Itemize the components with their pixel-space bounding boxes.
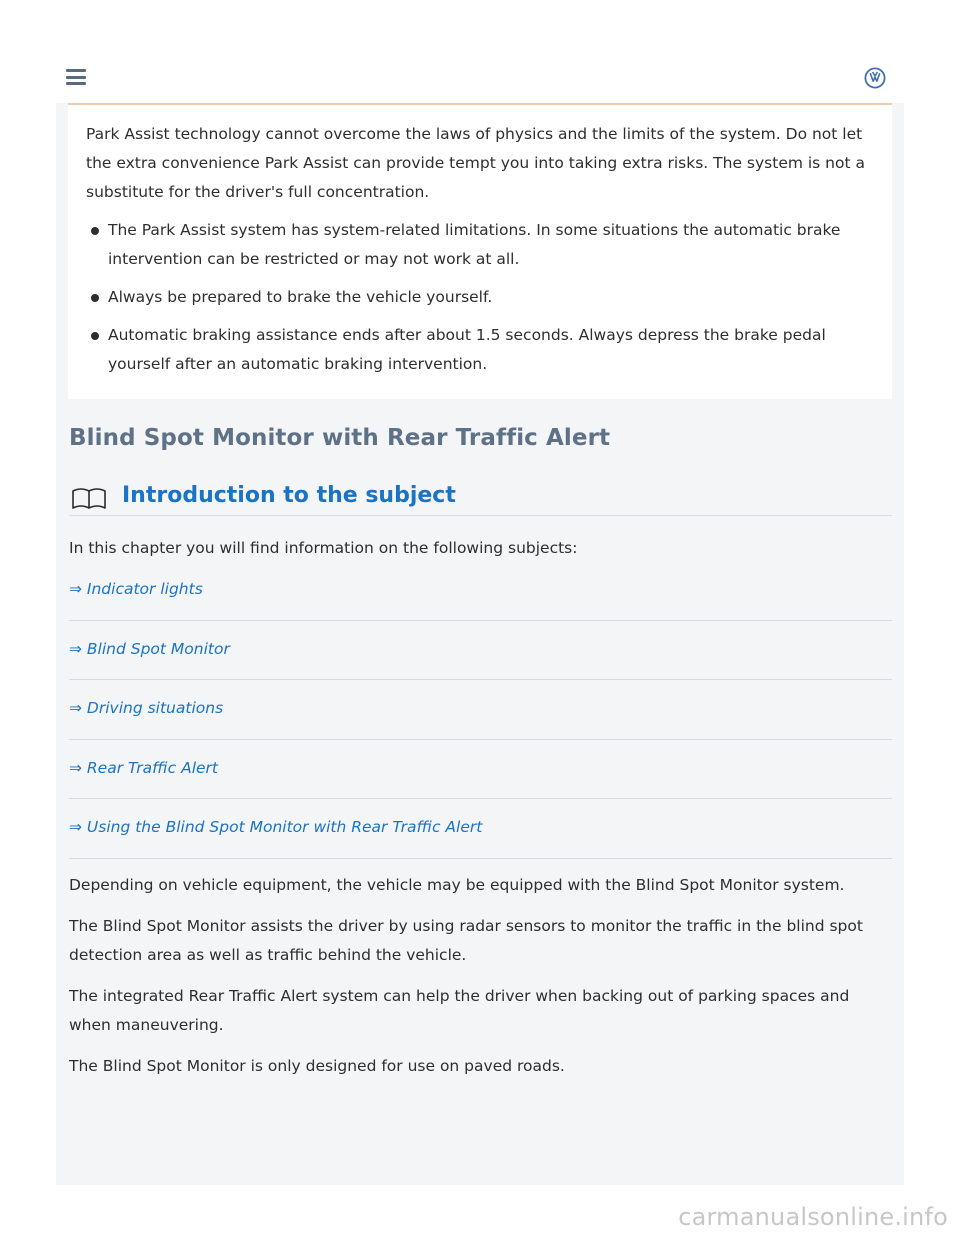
subject-link-list <box>69 561 892 859</box>
warning-intro: Park Assist technology cannot overcome the laws of physics and the limits of the system. Do not let the extra convenience Park Assist can provide tempt you into taking extra risks. The system is not a substitute for the driver's full concentration. <box>86 125 865 201</box>
section-title: Blind Spot Monitor with Rear Traffic Alert <box>69 425 611 451</box>
warning-bullet: Automatic braking assistance ends after about 1.5 seconds. Always depress the brake pedal yourself after an automatic braking intervention. <box>86 321 872 379</box>
link-blind-spot-monitor[interactable]: ⇒ Blind Spot Monitor <box>69 639 230 658</box>
body-paragraph: The integrated Rear Traffic Alert system can help the driver when backing out of parking spaces and when maneuvering. <box>69 987 850 1034</box>
manual-page <box>56 103 904 1185</box>
hamburger-menu-icon[interactable] <box>66 69 86 85</box>
list-item <box>69 740 892 800</box>
link-rear-traffic-alert[interactable]: ⇒ Rear Traffic Alert <box>69 758 218 777</box>
top-bar <box>56 56 904 104</box>
intro-heading <box>69 476 892 516</box>
list-item <box>69 799 892 859</box>
watermark: carmanualsonline.info <box>678 1203 948 1231</box>
link-indicator-lights[interactable]: ⇒ Indicator lights <box>69 580 203 598</box>
body-text <box>69 871 892 1093</box>
link-driving-situations[interactable]: ⇒ Driving situations <box>69 699 224 718</box>
list-item <box>69 561 892 621</box>
list-item <box>69 680 892 740</box>
list-item <box>69 621 892 681</box>
intro-lead: In this chapter you will find information on the following subjects: <box>69 539 578 557</box>
warning-bullet: The Park Assist system has system-related limitations. In some situations the automatic brake intervention can be restricted or may not work at all. <box>86 216 872 274</box>
body-paragraph: The Blind Spot Monitor assists the driver by using radar sensors to monitor the traffic in the blind spot detection area as well as traffic behind the vehicle. <box>69 917 863 964</box>
intro-title: Introduction to the subject <box>122 483 456 508</box>
body-paragraph: Depending on vehicle equipment, the vehicle may be equipped with the Blind Spot Monitor system. <box>69 876 845 894</box>
vw-logo-icon[interactable] <box>864 67 886 89</box>
body-paragraph: The Blind Spot Monitor is only designed for use on paved roads. <box>69 1057 565 1075</box>
link-using-blind-spot-monitor[interactable]: ⇒ Using the Blind Spot Monitor with Rear Traffic Alert <box>69 818 483 837</box>
warning-bullet: Always be prepared to brake the vehicle yourself. <box>86 283 872 312</box>
warning-list <box>86 216 872 379</box>
open-book-icon <box>71 486 107 510</box>
warning-box <box>68 105 892 399</box>
